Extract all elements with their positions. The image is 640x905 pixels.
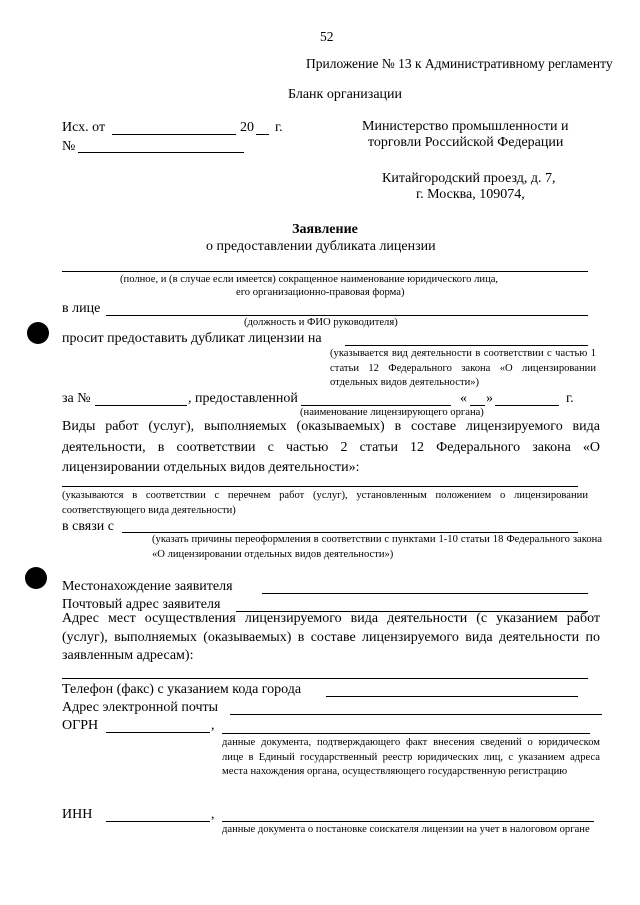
org-blank-label: Бланк организации xyxy=(288,87,403,102)
org-name-hint-1: (полное, и (в случае если имеется) сокращенное наименование юридического лица, xyxy=(120,274,499,285)
license-number-field[interactable] xyxy=(95,405,187,406)
issued-label: , предоставленной xyxy=(188,391,298,406)
reason-hint: (указать причины переоформления в соответствии с пунктами 1-10 статьи 18 Федерального закона «О лицензировании отдельных видов деятельности») xyxy=(152,534,602,560)
ogrn-field[interactable] xyxy=(106,732,210,733)
year-label: г. xyxy=(566,391,574,406)
month-field[interactable] xyxy=(495,405,545,406)
ref-year-suffix: г. xyxy=(275,120,283,135)
ogrn-document-field[interactable] xyxy=(222,733,590,734)
request-label: просит предоставить дубликат лицензии на xyxy=(62,331,322,346)
request-field[interactable] xyxy=(345,345,588,346)
document-subtitle: о предоставлении дубликата лицензии xyxy=(206,239,436,254)
location-label: Местонахождение заявителя xyxy=(62,579,233,594)
ogrn-label: ОГРН xyxy=(62,718,99,733)
year-field[interactable] xyxy=(545,405,559,406)
in-person-field[interactable] xyxy=(106,315,588,316)
ref-date-field[interactable] xyxy=(112,134,236,135)
ogrn-hint: данные документа, подтверждающего факт внесения сведений о юридическом лице в Единый государственный реестр юридических лиц, с указанием адреса места нахождения органа, осуществляющего государственную регистрацию xyxy=(222,737,600,777)
in-person-hint: (должность и ФИО руководителя) xyxy=(244,317,398,328)
activity-address-field[interactable] xyxy=(62,678,588,679)
in-person-label: в лице xyxy=(62,301,101,316)
inn-document-field[interactable] xyxy=(222,821,594,822)
inn-hint: данные документа о постановке соискателя лицензии на учет в налоговом органе xyxy=(222,824,590,835)
works-paragraph: Виды работ (услуг), выполняемых (оказываемых) в составе лицензируемого вида деятельности, в соответствии с частью 2 статьи 12 Федерального закона «О лицензировании отдельных видов деятельности»: xyxy=(62,419,600,475)
reason-label: в связи с xyxy=(62,519,114,534)
works-field[interactable] xyxy=(62,486,578,487)
inn-field[interactable] xyxy=(106,821,210,822)
recipient-address2: г. Москва, 109074, xyxy=(416,187,525,202)
location-field[interactable] xyxy=(262,593,588,594)
license-number-label: за № xyxy=(62,391,91,406)
ref-year-field[interactable] xyxy=(256,134,269,135)
recipient-address1: Китайгородский проезд, д. 7, xyxy=(382,171,556,186)
email-label: Адрес электронной почты xyxy=(62,700,219,715)
activity-address-paragraph: Адрес мест осуществления лицензируемого вида деятельности (с указанием работ (услуг), выполняемых (оказываемых) в составе лицензируемого вида деятельности по заявленным адресам): xyxy=(62,611,600,663)
inn-label: ИНН xyxy=(62,807,93,822)
page-number: 52 xyxy=(320,29,334,44)
postal-label: Почтовый адрес заявителя xyxy=(62,597,221,612)
org-name-hint-2: его организационно-правовая форма) xyxy=(236,287,405,298)
inn-comma: , xyxy=(211,807,215,822)
issuer-hint: (наименование лицензирующего органа) xyxy=(300,407,484,418)
email-field[interactable] xyxy=(230,714,602,715)
date-close-quote: » xyxy=(486,391,493,406)
document-title: Заявление xyxy=(292,222,358,237)
issuer-field[interactable] xyxy=(301,405,451,406)
ref-number-field[interactable] xyxy=(78,152,244,153)
ref-number-label: № xyxy=(62,139,76,154)
punch-hole-2 xyxy=(25,567,47,589)
phone-label: Телефон (факс) с указанием кода города xyxy=(62,682,302,697)
works-hint: (указываются в соответствии с перечнем работ (услуг), установленным положением о лицензировании соответствующего вида деятельности) xyxy=(62,490,588,516)
ogrn-comma: , xyxy=(211,718,215,733)
date-open-quote: « xyxy=(460,391,467,406)
day-field[interactable] xyxy=(470,405,485,406)
recipient-line2: торговли Российской Федерации xyxy=(368,135,564,150)
request-hint: (указывается вид деятельности в соответствии с частью 1 статьи 12 Федерального закона «О лицензировании отдельных видов деятельности») xyxy=(330,348,596,388)
ref-date-label: Исх. от xyxy=(62,120,106,135)
phone-field[interactable] xyxy=(326,696,578,697)
recipient-line1: Министерство промышленности и xyxy=(362,119,569,134)
org-name-field[interactable] xyxy=(62,271,588,272)
ref-year-prefix: 20 xyxy=(240,120,254,135)
appendix-note: Приложение № 13 к Административному регламенту xyxy=(306,56,613,71)
punch-hole-1 xyxy=(27,322,49,344)
